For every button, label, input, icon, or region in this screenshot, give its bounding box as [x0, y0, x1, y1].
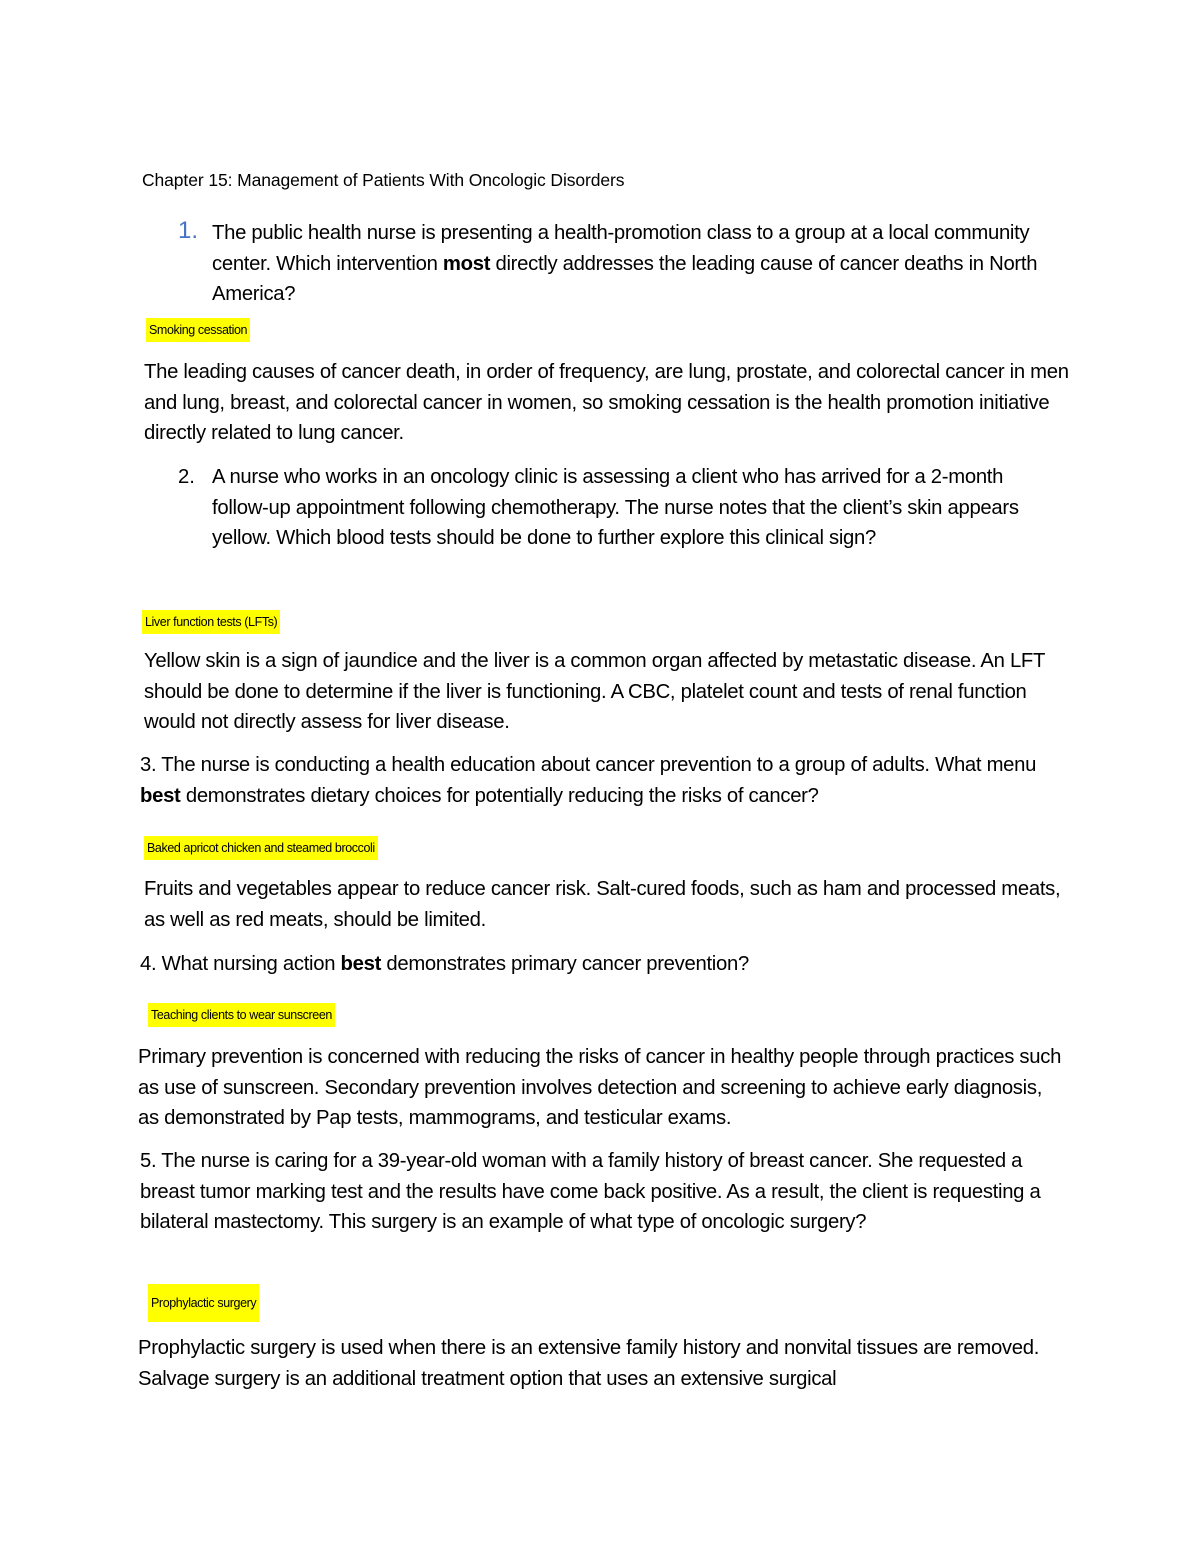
answer-3-highlight: Baked apricot chicken and steamed broccoli [144, 836, 378, 860]
question-2-text: A nurse who works in an oncology clinic is assessing a client who has arrived for a 2-month follow-up appointment following chemotherapy. The nurse notes that the client’s skin appears yellow. Which blood tests should be done to further explore this clinical sign? [212, 466, 1019, 549]
answer-4-highlight: Teaching clients to wear sunscreen [148, 1003, 335, 1027]
question-1-text [212, 218, 1092, 310]
question-5-text: 5. The nurse is caring for a 39-year-old woman with a family history of breast cancer. She requested a breast tumor marking test and the results have come back positive. As a result, the client is requesting a bilateral mastectomy. This surgery is an example of what type of oncologic surgery? [140, 1150, 1041, 1233]
question-1-text-b: directly addresses the leading cause of cancer deaths in North America? [212, 252, 1038, 305]
question-4-text-b: demonstrates primary cancer prevention? [381, 953, 749, 975]
question-1-number: 1. [178, 217, 199, 244]
question-3-text [140, 750, 1065, 811]
rationale-2: Yellow skin is a sign of jaundice and the liver is a common organ affected by metastatic disease. An LFT should be done to determine if the liver is functioning. A CBC, platelet count and tests of renal function would not directly assess for liver disease. [144, 650, 1045, 733]
question-2-number: 2. [178, 466, 195, 488]
question-4-text-a: 4. What nursing action [140, 953, 341, 975]
question-3-bold: best [140, 784, 181, 807]
answer-1-highlight: Smoking cessation [146, 318, 250, 342]
question-4-bold: best [340, 953, 382, 975]
answer-5-highlight: Prophylactic surgery [148, 1284, 259, 1322]
question-1-bold: most [442, 252, 491, 275]
answer-2-highlight: Liver function tests (LFTs) [142, 610, 280, 634]
question-3-text-b: demonstrates dietary choices for potentially reducing the risks of cancer? [180, 784, 819, 807]
rationale-4: Primary prevention is concerned with reducing the risks of cancer in healthy people through practices such as use of sunscreen. Secondary prevention involves detection and screening to achieve early diagnosis, as demonstrated by Pap tests, mammograms, and testicular exams. [138, 1046, 1062, 1129]
rationale-1: The leading causes of cancer death, in order of frequency, are lung, prostate, and colorectal cancer in men and lung, breast, and colorectal cancer in women, so smoking cessation is the health promotion initiative directly related to lung cancer. [144, 361, 1069, 444]
question-1-text-a: The public health nurse is presenting a health-promotion class to a group at a local community center. Which intervention [212, 222, 1030, 275]
rationale-3: Fruits and vegetables appear to reduce cancer risk. Salt-cured foods, such as ham and processed meats, as well as red meats, should be limited. [144, 878, 1061, 931]
rationale-5: Prophylactic surgery is used when there is an extensive family history and nonvital tissues are removed. Salvage surgery is an additional treatment option that uses an extensive surgical [138, 1337, 1040, 1390]
question-3-text-a: 3. The nurse is conducting a health education about cancer prevention to a group of adults. What menu [140, 754, 1037, 776]
chapter-title: Chapter 15: Management of Patients With Oncologic Disorders [142, 170, 625, 190]
question-4-text [140, 949, 1065, 980]
